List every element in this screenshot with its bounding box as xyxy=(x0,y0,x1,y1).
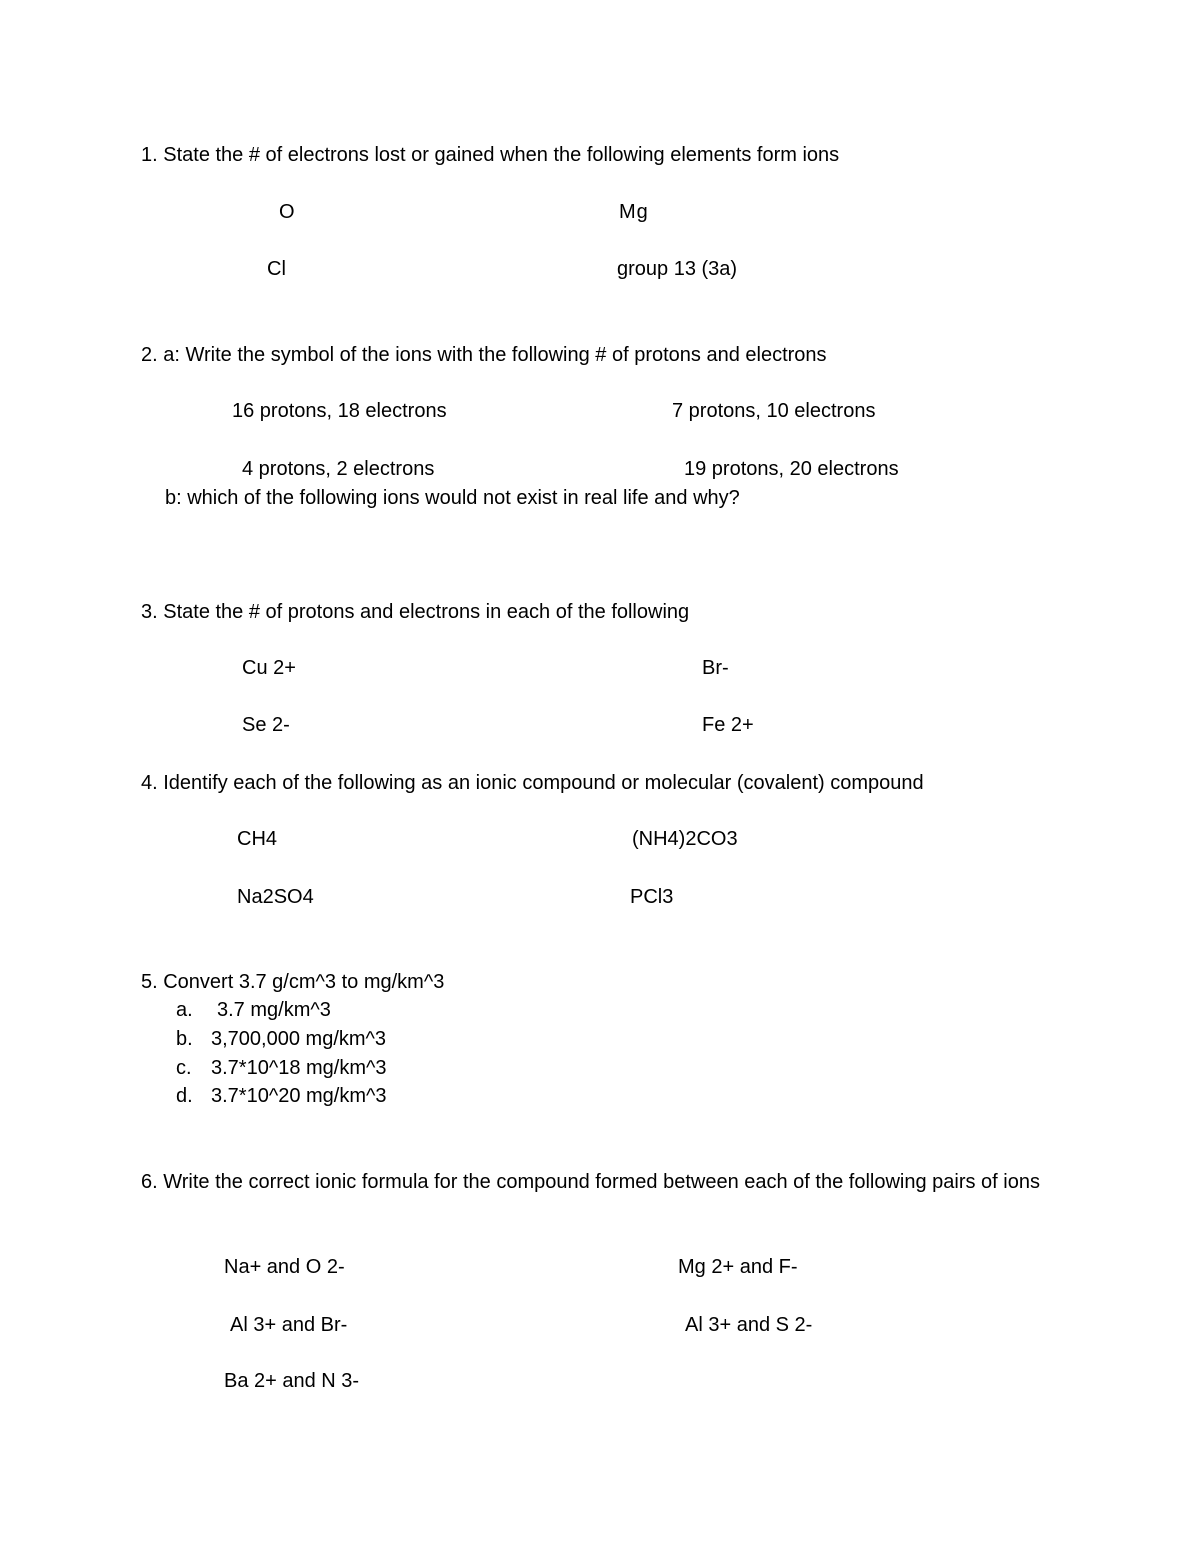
q3-item-fe: Fe 2+ xyxy=(702,714,754,736)
question-3-text: 3. State the # of protons and electrons in each of the following xyxy=(141,601,690,623)
q1-item-mg: Mg xyxy=(619,201,649,223)
q5-option-a-text: 3.7 mg/km^3 xyxy=(217,999,331,1021)
q4-item-na2so4: Na2SO4 xyxy=(237,886,314,908)
q5-option-b-text: 3,700,000 mg/km^3 xyxy=(211,1028,387,1050)
q6-item-1: Na+ and O 2- xyxy=(224,1256,345,1278)
q5-option-a-letter: a. xyxy=(176,999,193,1021)
question-2b-text: b: which of the following ions would not exist in real life and why? xyxy=(165,487,740,509)
q1-item-group13: group 13 (3a) xyxy=(617,258,738,280)
question-2-text: 2. a: Write the symbol of the ions with the following # of protons and electrons xyxy=(141,344,827,366)
question-4-text: 4. Identify each of the following as an ionic compound or molecular (covalent) compound xyxy=(141,772,924,794)
q6-item-3: Al 3+ and Br- xyxy=(230,1314,348,1336)
q5-option-b-letter: b. xyxy=(176,1028,193,1050)
q3-item-se: Se 2- xyxy=(242,714,290,736)
q5-option-c-text: 3.7*10^18 mg/km^3 xyxy=(211,1057,387,1079)
q1-item-o: O xyxy=(279,201,295,223)
q4-item-nh42co3: (NH4)2CO3 xyxy=(632,828,738,850)
q6-item-2: Mg 2+ and F- xyxy=(678,1256,798,1278)
q2-item-4: 19 protons, 20 electrons xyxy=(684,458,899,480)
q2-item-3: 4 protons, 2 electrons xyxy=(242,458,435,480)
q6-item-4: Al 3+ and S 2- xyxy=(685,1314,813,1336)
q2-item-2: 7 protons, 10 electrons xyxy=(672,400,876,422)
question-6-text: 6. Write the correct ionic formula for the compound formed between each of the following pairs of ions xyxy=(141,1171,1040,1193)
question-1-text: 1. State the # of electrons lost or gained when the following elements form ions xyxy=(141,144,840,166)
q3-item-cu: Cu 2+ xyxy=(242,657,296,679)
q5-option-d-text: 3.7*10^20 mg/km^3 xyxy=(211,1085,387,1107)
q3-item-br: Br- xyxy=(702,657,729,679)
q5-option-d-letter: d. xyxy=(176,1085,193,1107)
q1-item-cl: Cl xyxy=(267,258,286,280)
q5-option-c-letter: c. xyxy=(176,1057,192,1079)
q4-item-pcl3: PCl3 xyxy=(630,886,674,908)
q2-item-1: 16 protons, 18 electrons xyxy=(232,400,447,422)
q6-item-5: Ba 2+ and N 3- xyxy=(224,1370,360,1392)
q4-item-ch4: CH4 xyxy=(237,828,278,850)
question-5-text: 5. Convert 3.7 g/cm^3 to mg/km^3 xyxy=(141,971,445,993)
